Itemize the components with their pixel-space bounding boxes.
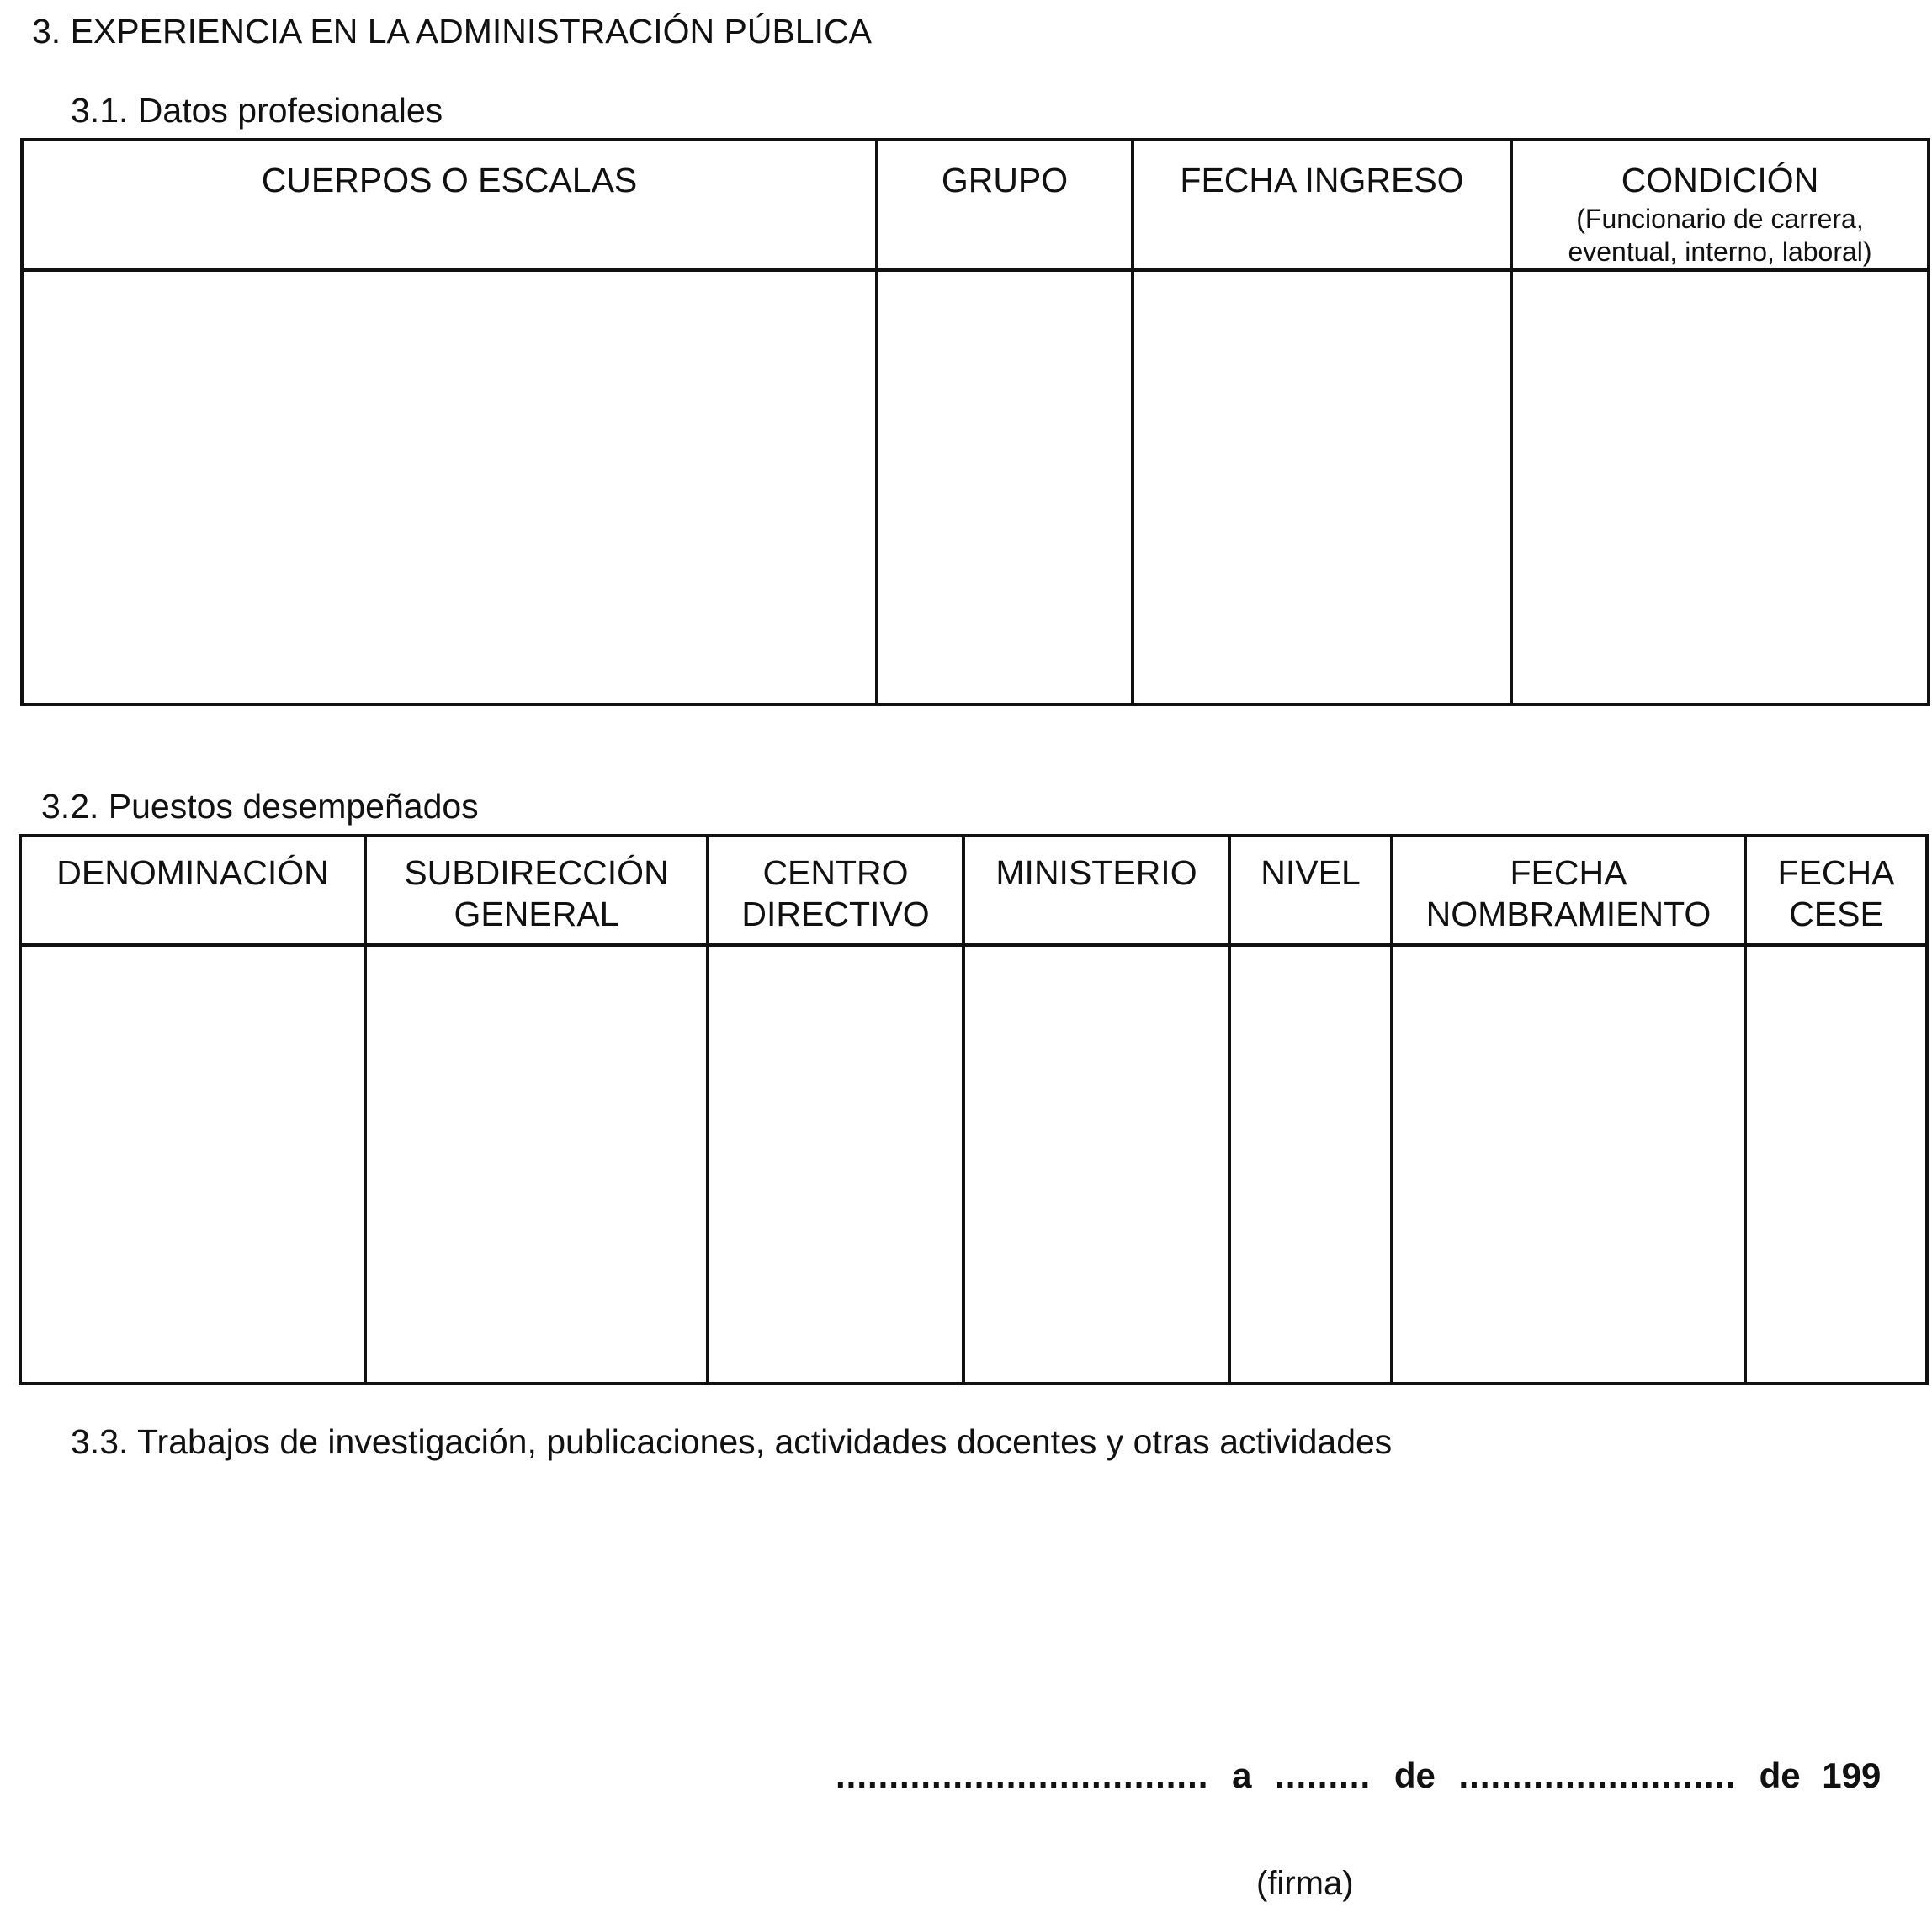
col-cuerpos-o-escalas: CUERPOS O ESCALAS — [22, 140, 877, 270]
table-header-row — [22, 140, 1929, 270]
word-de-2: de — [1759, 1756, 1801, 1795]
cell-ministerio[interactable] — [963, 945, 1229, 1384]
cell-grupo[interactable] — [877, 270, 1133, 704]
col-denominacion-label: DENOMINACIÓN — [56, 853, 329, 892]
cell-condicion[interactable] — [1511, 270, 1929, 704]
col-centro-line2: DIRECTIVO — [741, 895, 930, 933]
col-condicion-label: CONDICIÓN — [1621, 161, 1819, 199]
col-condicion — [1511, 140, 1929, 270]
word-a: a — [1232, 1756, 1252, 1795]
col-fecha-cese-line1: FECHA — [1777, 853, 1895, 892]
year-value: 199 — [1822, 1756, 1882, 1795]
day-dots[interactable]: ......... — [1275, 1756, 1372, 1795]
cell-fecha-nombramiento[interactable] — [1392, 945, 1745, 1384]
col-ministerio — [963, 836, 1229, 945]
col-denominacion — [20, 836, 365, 945]
cell-fecha-ingreso[interactable] — [1133, 270, 1511, 704]
table-header-row — [20, 836, 1927, 945]
table-row — [22, 270, 1929, 704]
datos-profesionales-table — [20, 138, 1930, 706]
col-ministerio-label: MINISTERIO — [995, 853, 1197, 892]
cell-subdireccion-general[interactable] — [365, 945, 708, 1384]
subsection-datos-profesionales: 3.1. Datos profesionales — [71, 91, 443, 130]
col-centro-line1: CENTRO — [762, 853, 909, 892]
col-subdireccion-general — [365, 836, 708, 945]
col-subdireccion-line2: GENERAL — [454, 895, 619, 933]
col-grupo: GRUPO — [877, 140, 1133, 270]
col-fecha-cese-line2: CESE — [1789, 895, 1883, 933]
condicion-note-line2: eventual, interno, laboral) — [1568, 236, 1872, 267]
word-de-1: de — [1393, 1756, 1436, 1795]
table-row — [20, 945, 1927, 1384]
month-dots[interactable]: .......................... — [1458, 1756, 1736, 1795]
puestos-table — [19, 834, 1929, 1385]
cell-nivel[interactable] — [1229, 945, 1392, 1384]
condicion-note-line1: (Funcionario de carrera, — [1576, 204, 1864, 234]
col-nivel-label: NIVEL — [1261, 853, 1361, 892]
col-subdireccion-line1: SUBDIRECCIÓN — [404, 853, 669, 892]
subsection-puestos-desempenados: 3.2. Puestos desempeñados — [41, 787, 479, 826]
col-fecha-ingreso: FECHA INGRESO — [1133, 140, 1511, 270]
cell-fecha-cese[interactable] — [1745, 945, 1927, 1384]
condicion-note — [1513, 203, 1927, 268]
col-fecha-nombramiento-line1: FECHA — [1510, 853, 1627, 892]
subsection-trabajos: 3.3. Trabajos de investigación, publicaciones, actividades docentes y otras actividades — [71, 1422, 1393, 1461]
firma-label: (firma) — [1256, 1865, 1354, 1902]
cell-cuerpos-o-escalas[interactable] — [22, 270, 877, 704]
signature-date-line — [836, 1756, 1881, 1796]
col-centro-directivo — [708, 836, 963, 945]
cell-denominacion[interactable] — [20, 945, 365, 1384]
cell-centro-directivo[interactable] — [708, 945, 963, 1384]
place-dots[interactable]: ................................... — [836, 1756, 1209, 1795]
section-title: 3. EXPERIENCIA EN LA ADMINISTRACIÓN PÚBLICA — [32, 12, 872, 50]
col-fecha-cese — [1745, 836, 1927, 945]
col-nivel — [1229, 836, 1392, 945]
col-fecha-nombramiento-line2: NOMBRAMIENTO — [1425, 895, 1712, 933]
col-fecha-nombramiento — [1392, 836, 1745, 945]
